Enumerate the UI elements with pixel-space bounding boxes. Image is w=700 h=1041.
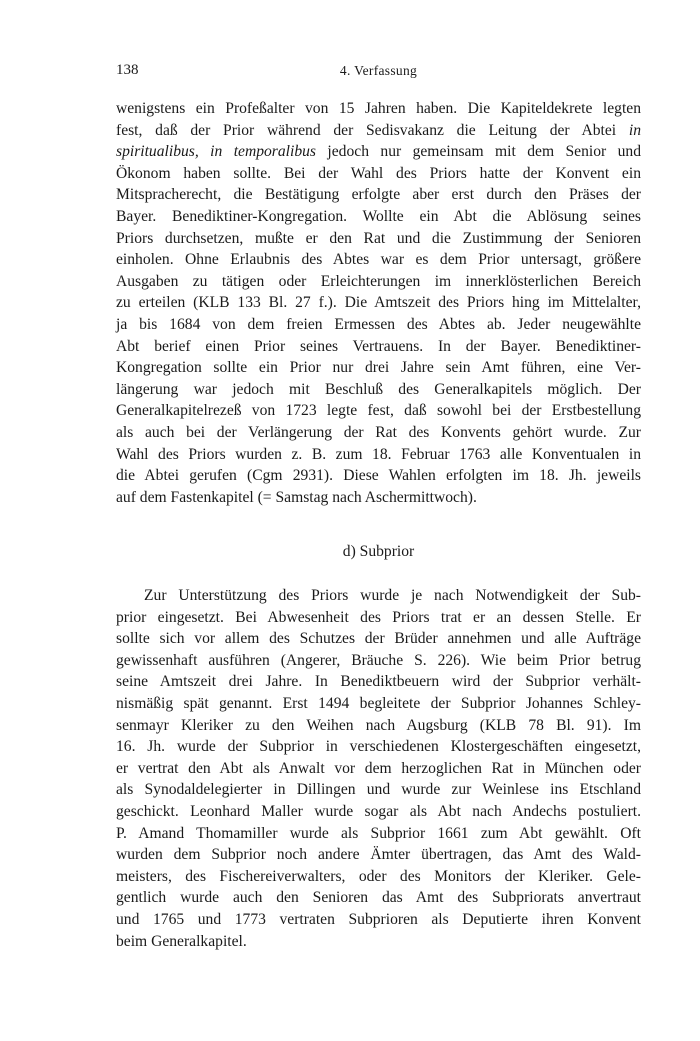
running-head: 4. Verfassung [339, 63, 418, 78]
text-line: und 1765 und 1773 vertraten Subprioren als Deputierte ihren Konvent [116, 910, 641, 928]
text-line: gewissenhaft ausführen (Angerer, Bräuche S. 226). Wie beim Prior betrug [116, 651, 641, 669]
page-number: 138 [116, 62, 139, 78]
text-line: er vertrat den Abt als Anwalt vor dem herzoglichen Rat in München oder [116, 759, 641, 777]
text-line: ja bis 1684 von dem freien Ermessen des Abtes ab. Jeder neugewählte [116, 315, 641, 333]
paragraph-subprior [116, 585, 641, 952]
text-line: fest, daß der Prior während der Sedisvakanz die Leitung der Abtei in [116, 121, 641, 139]
text-line: senmayr Kleriker zu den Weihen nach Augsburg (KLB 78 Bl. 91). Im [116, 716, 641, 734]
text-line: Generalkapitelrezeß von 1723 legte fest, daß sowohl bei der Erstbestellung [116, 402, 641, 420]
italic-term: spiritualibus, in temporalibus [116, 143, 316, 161]
text-line: geschickt. Leonhard Maller wurde sogar als Abt nach Andechs postuliert. [116, 802, 641, 820]
text-line: P. Amand Thomamiller wurde als Subprior 1661 zum Abt gewählt. Oft [116, 824, 641, 842]
text-line: meisters, des Fischereiverwalters, oder des Monitors der Kleriker. Gele- [116, 867, 641, 885]
text-line: die Abtei gerufen (Cgm 2931). Diese Wahlen erfolgten im 18. Jh. jeweils [116, 467, 641, 485]
section-heading: d) Subprior [342, 543, 415, 560]
text-line: beim Generalkapitel. [116, 932, 247, 950]
text-line: Mitspracherecht, die Bestätigung erfolgte aber erst durch den Präses der [116, 186, 641, 204]
text-line: zu erteilen (KLB 133 Bl. 27 f.). Die Amtszeit des Priors hing im Mittelalter, [116, 294, 641, 312]
text-line: als Synodaldelegierter in Dillingen und wurde zur Weinlese ins Etschland [116, 781, 641, 799]
text-line: nismäßig spät genannt. Erst 1494 begleitete der Subprior Johannes Schley- [116, 694, 641, 712]
text-line: Wahl des Priors wurden z. B. zum 18. Februar 1763 alle Konventualen in [116, 445, 641, 463]
text-line: Priors durchsetzen, mußte er den Rat und die Zustimmung der Senioren [116, 229, 641, 247]
text-line: wenigstens ein Profeßalter von 15 Jahren haben. Die Kapiteldekrete legten [116, 100, 641, 117]
text-line: Abt berief einen Prior seines Vertrauens. In der Bayer. Benediktiner- [116, 337, 641, 355]
text-line: wurden dem Subprior noch andere Ämter übertragen, das Amt des Wald- [116, 846, 641, 864]
italic-term: in [628, 121, 641, 139]
text-line: Ökonom haben sollte. Bei der Wahl des Priors hatte der Konvent ein [116, 164, 641, 182]
text-line: spiritualibus, in temporalibus jedoch nur gemeinsam mit dem Senior und [116, 143, 641, 161]
text-line: sollte sich vor allem des Schutzes der Brüder annehmen und alle Aufträge [116, 630, 641, 648]
text-line: seine Amtszeit drei Jahre. In Benediktbeuern wird der Subprior verhält- [116, 673, 641, 691]
text-line: längerung war jedoch mit Beschluß des Generalkapitels möglich. Der [116, 380, 641, 398]
text-line: Bayer. Benediktiner-Kongregation. Wollte ein Abt die Ablösung seines [116, 207, 641, 225]
text-line: einholen. Ohne Erlaubnis des Abtes war es dem Prior untersagt, größere [116, 251, 641, 269]
page-header [116, 62, 641, 82]
paragraph-prior [116, 98, 641, 508]
text-line: Ausgaben zu tätigen oder Erleichterungen im innerklösterlichen Bereich [116, 272, 641, 290]
text-line: als auch bei der Verlängerung der Rat des Konvents gehört wurde. Zur [116, 423, 641, 441]
text-line: prior eingesetzt. Bei Abwesenheit des Priors trat er an dessen Stelle. Er [116, 608, 641, 626]
text-line: Zur Unterstützung des Priors wurde je nach Notwendigkeit der Sub- [144, 587, 641, 604]
text-line: gentlich wurde auch den Senioren das Amt des Subpriorats anvertraut [116, 889, 641, 907]
text-line: Kongregation sollte ein Prior nur drei Jahre sein Amt führen, eine Ver- [116, 359, 641, 377]
text-line: 16. Jh. wurde der Subprior in verschiedenen Klostergeschäften eingesetzt, [116, 738, 641, 756]
text-line: auf dem Fastenkapitel (= Samstag nach Aschermittwoch). [116, 488, 477, 506]
